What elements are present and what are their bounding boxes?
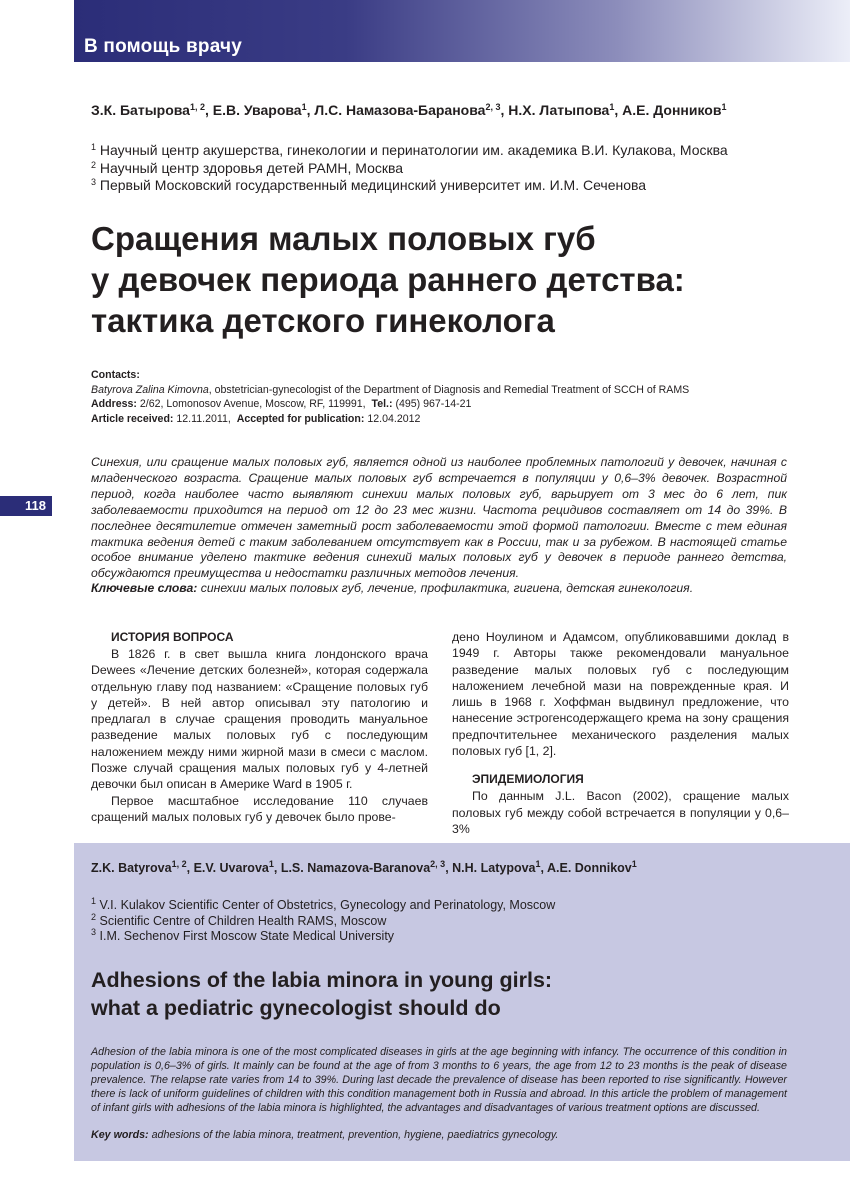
received-value: 12.11.2011, — [173, 412, 231, 425]
section-heading-epidemiology: ЭПИДЕМИОЛОГИЯ — [472, 772, 584, 787]
author-name: A.E. Donnikov — [547, 861, 632, 875]
affiliation-num: 1 — [91, 142, 97, 152]
affiliation-text: Scientific Centre of Children Health RAMS, Moscow — [99, 913, 387, 928]
author-affil-ref: 1 — [609, 102, 615, 112]
abstract-ru: Синехия, или сращение малых половых губ, является одной из наиболее проблемных патологий у девочек, начиная с младенческого возраста. Сращение малых половых губ встречается в популяции у 0,6–3% девочек. Возрастной период, когда наиболее часто выявляют синехии малых половых губ, варьирует от 3 мес до 6 лет, пик заболеваемости приходится на период от 12 до 23 мес жизни. Частота рецидивов составляет от 14 до 39%. В последнее десятилетие отмечен заметный рост заболеваемости этой формой патологии. Вместе с тем единая тактика ведения детей с таким заболеванием отсутствует как в России, так и за рубежом. В настоящей статье особое внимание уделено тактике ведения синехий малых половых губ у девочек в периоде раннего детства, обсуждаются преимущества и недостатки различных методов лечения. — [91, 455, 787, 581]
contact-person-desc: , obstetrician-gynecologist of the Department of Diagnosis and Remedial Treatment of SCCH of RAMS — [208, 383, 690, 396]
contacts-label: Contacts: — [91, 369, 140, 381]
affiliation-text: Научный центр здоровья детей РАМН, Москва — [99, 159, 404, 176]
body-column-right — [452, 629, 789, 837]
affiliations-en — [91, 898, 811, 945]
keywords-en — [91, 1129, 791, 1141]
title-line: тактика детского гинеколога — [91, 302, 555, 339]
paragraph: По данным J.L. Bacon (2002), сращение малых половых губ между собой встречается в популяции у 0,6–3% — [452, 789, 789, 836]
affiliation-num: 1 — [91, 896, 97, 906]
author-affil-ref: 1, 2 — [189, 102, 205, 112]
title-line: Adhesions of the labia minora in young girls: — [91, 968, 553, 992]
title-line: у девочек периода раннего детства: — [91, 261, 685, 298]
paragraph: дено Ноулином и Адамсом, опубликовавшими доклад в 1949 г. Авторы также рекомендовали мануальное разведение малых половых губ с последующим наложением лечебной мази на поврежденные края. И лишь в 1968 г. Хоффман выдвинул предложение, что нанесение эстрогенсодержащего крема на зону сращения предпочтительнее механического разделения малых половых губ [1, 2]. — [452, 630, 789, 759]
keywords-text: adhesions of the labia minora, treatment, prevention, hygiene, paediatrics gynecology. — [151, 1129, 559, 1141]
author-name: З.К. Батырова — [91, 102, 190, 118]
author-name: Н.Х. Латыпова — [508, 102, 610, 118]
author-name: E.V. Uvarova — [193, 861, 269, 875]
page-number: 118 — [0, 496, 52, 516]
accepted-label: Accepted for publication: — [236, 412, 365, 425]
affiliation — [91, 142, 811, 160]
author-name: N.H. Latypova — [452, 861, 536, 875]
article-title-ru — [91, 218, 811, 341]
author-affil-ref: 1 — [721, 102, 727, 112]
author-affil-ref: 2, 3 — [430, 859, 446, 869]
author-name: А.Е. Донников — [622, 102, 722, 118]
author-affil-ref: 1 — [301, 102, 307, 112]
affiliation-num: 3 — [91, 177, 97, 187]
tel-value: (495) 967-14-21 — [392, 398, 472, 410]
author-name: L.S. Namazova-Baranova — [280, 861, 431, 875]
affiliations-ru — [91, 142, 811, 195]
affiliation-text: Научный центр акушерства, гинекологии и перинатологии им. академика В.И. Кулакова, Москва — [99, 142, 728, 158]
affiliation-text: V.I. Kulakov Scientific Center of Obstetrics, Gynecology and Perinatology, Moscow — [99, 898, 556, 912]
affiliation — [91, 177, 811, 195]
author-name: Л.С. Намазова-Баранова — [314, 102, 486, 118]
author-name: Z.K. Batyrova — [91, 861, 172, 875]
received-label: Article received: — [91, 412, 174, 425]
keywords-label: Ключевые слова: — [91, 581, 198, 595]
keywords-ru — [91, 581, 791, 595]
address-label: Address: — [91, 398, 137, 410]
affiliation-num: 2 — [91, 159, 97, 170]
paragraph: В 1826 г. в свет вышла книга лондонского врача Dewees «Лечение детских болезней», которая содержала отдельную главу под названием: «Сращение половых губ у детей». В ней автор описывал эту патологию и предлагал в случае сращения проводить мануальное разведение малых половых губ с последующим наложением между ними жирной мази в смеси с маслом. Позже случай сращения малых половых губ у 4-летней девочки был описан в Америке Ward в 1905 г. — [91, 647, 428, 792]
title-line: Сращения малых половых губ — [91, 220, 596, 257]
accepted-value: 12.04.2012 — [364, 412, 421, 425]
authors-en: Z.K. Batyrova$^{1, 2}$, E.V. Uvarova$^1$, L.S. Namazova-Baranova$^{2, 3}$, N.H. Latypova$^1$, A.E. Donnikov$^1$ — [91, 859, 637, 875]
section-heading-history: ИСТОРИЯ ВОПРОСА — [111, 630, 234, 644]
author-affil-ref: 1, 2 — [171, 859, 187, 869]
affiliation — [91, 929, 811, 945]
tel-label: Tel.: — [371, 398, 393, 410]
author-name: Е.В. Уварова — [212, 102, 302, 118]
affiliation — [91, 898, 811, 914]
affiliation-text: Первый Московский государственный медицинский университет им. И.М. Сеченова — [99, 177, 647, 193]
author-affil-ref: 1 — [268, 859, 274, 869]
affiliation-num: 2 — [91, 911, 97, 922]
affiliation — [91, 911, 811, 930]
author-affil-ref: 1 — [631, 859, 637, 869]
paragraph: Первое масштабное исследование 110 случаев сращений малых половых губ у девочек было прове- — [91, 793, 428, 824]
author-affil-ref: 2, 3 — [485, 102, 501, 112]
abstract-en: Adhesion of the labia minora is one of the most complicated diseases in girls at the age beginning with infancy. The occurrence of this condition in population is 0,6–3% of girls. It mainly can be found at the age of from 3 months to 6 years, the age from 12 to 23 months is the peak of disease prevalence. The relapse rate varies from 14 to 39%. During last decade the prevalence of disease has been reported to rise significantly. However there is lack of uniform guidelines of children with this condition management both in Russia and abroad. In this article the problem of management of infant girls with adhesions of the labia minora is highlighted, the advantages and disadvantages of various treatment options are discussed. — [91, 1046, 787, 1115]
article-title-en — [91, 967, 811, 1022]
contacts-block — [91, 368, 811, 426]
affiliation-text: I.M. Sechenov First Moscow State Medical University — [99, 929, 395, 943]
keywords-label: Key words: — [91, 1129, 149, 1141]
contact-person: Batyrova Zalina Kimovna — [91, 383, 209, 396]
address-value: 2/62, Lomonosov Avenue, Moscow, RF, 119991, — [136, 398, 366, 410]
authors-ru: З.К. Батырова$^{1, 2}$, Е.В. Уварова$^1$, Л.С. Намазова-Баранова$^{2, 3}$, Н.Х. Латыпова$^1$, А.Е. Донников$^1$ — [91, 102, 727, 118]
keywords-text: синехии малых половых губ, лечение, профилактика, гигиена, детская гинекология. — [200, 581, 694, 595]
affiliation — [91, 160, 811, 178]
title-line: what a pediatric gynecologist should do — [91, 995, 501, 1020]
body-column-left — [91, 629, 428, 825]
author-affil-ref: 1 — [535, 859, 541, 869]
affiliation-num: 3 — [91, 927, 97, 937]
section-title: В помощь врачу — [84, 36, 243, 57]
